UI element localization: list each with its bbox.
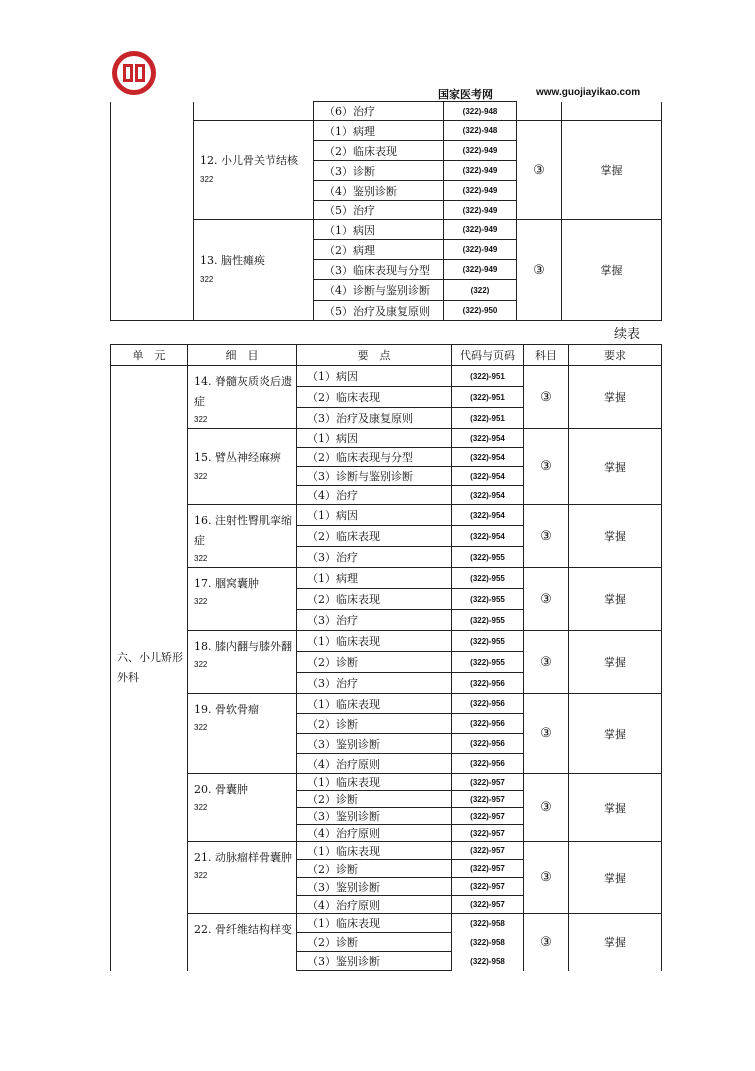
code-cell: (322)-957 [452,791,524,808]
point-cell: （4）治疗原则 [297,754,452,774]
subject-cell: ③ [524,842,569,914]
unit-cell: 六、小儿矫形外科 [111,366,188,971]
item-cell [188,694,297,774]
item-num: 322 [194,554,208,563]
point-cell: （1）病因 [297,505,452,526]
point-cell: （1）病因 [297,429,452,448]
item-cell [188,774,297,842]
item-title: 20. 骨囊肿 [194,783,248,796]
code-cell: (322)-955 [452,589,524,610]
subject-cell: ③ [524,429,569,505]
point-cell: （2）临床表现 [297,387,452,408]
top-table [110,101,662,321]
point-cell: （1）临床表现 [297,631,452,652]
point-cell: （3）鉴别诊断 [297,878,452,896]
code-cell: (322)-956 [452,714,524,734]
code-cell: (322)-955 [452,568,524,589]
item-cell [194,121,314,220]
code-cell: (322)-957 [452,842,524,860]
item-cell [194,220,314,321]
code-cell: (322)-955 [452,631,524,652]
point-cell: （1）临床表现 [297,774,452,791]
code-cell: (322)-948 [444,102,517,121]
code-cell: (322)-948 [444,121,517,141]
subject-cell: ③ [524,774,569,842]
point-cell: （4）治疗 [297,486,452,505]
point-cell: （5）治疗 [314,201,444,220]
point-cell: （4）治疗原则 [297,896,452,914]
item-cell [188,366,297,429]
subject-cell: ③ [517,121,562,220]
code-cell: (322)-950 [444,301,517,321]
point-cell: （2）临床表现与分型 [297,448,452,467]
point-cell: （3）鉴别诊断 [297,952,452,971]
code-cell: (322)-951 [452,366,524,387]
requirement-cell: 掌握 [569,914,662,971]
main-table [110,344,662,971]
code-cell: (322)-957 [452,860,524,878]
header-unit: 单 元 [111,345,188,366]
point-cell: （6）治疗 [314,102,444,121]
point-cell: （1）临床表现 [297,694,452,714]
subject-cell: ③ [524,505,569,568]
code-cell: (322) [444,280,517,301]
code-cell: (322)-957 [452,878,524,896]
item-cell [188,842,297,914]
point-cell: （3）治疗及康复原则 [297,408,452,429]
site-url: www.guojiayikao.com [536,87,641,98]
point-cell: （2）诊断 [297,933,452,952]
item-cell [188,505,297,568]
point-cell: （2）临床表现 [314,141,444,161]
point-cell: （3）治疗 [297,547,452,568]
subject-cell: ③ [524,914,569,971]
code-cell: (322)-949 [444,260,517,280]
item-cell [188,568,297,631]
code-cell: (322)-956 [452,694,524,714]
requirement-cell: 掌握 [562,220,662,321]
item-title: 14. 脊髓灰质炎后遗症 [194,375,292,408]
item-title: 17. 腘窝囊肿 [194,577,259,590]
continued-label: 续表 [614,327,641,342]
code-cell: (322)-958 [452,952,524,971]
requirement-cell: 掌握 [569,568,662,631]
code-cell: (322)-949 [444,201,517,220]
point-cell: （3）鉴别诊断 [297,808,452,825]
item-num: 322 [194,803,208,812]
code-cell: (322)-956 [452,673,524,694]
header-requirement: 要求 [569,345,662,366]
header-point: 要 点 [297,345,452,366]
item-num: 322 [194,415,208,424]
code-cell: (322)-958 [452,933,524,952]
code-cell: (322)-955 [452,610,524,631]
point-cell: （5）治疗及康复原则 [314,301,444,321]
point-cell: （1）临床表现 [297,914,452,933]
item-num: 322 [200,275,214,284]
item-title: 22. 骨纤维结构样变 [194,923,292,936]
point-cell: （2）诊断 [297,791,452,808]
code-cell: (322)-954 [452,486,524,505]
requirement-cell: 掌握 [569,694,662,774]
point-cell: （3）诊断 [314,161,444,181]
point-cell: （2）病理 [314,240,444,260]
code-cell: (322)-954 [452,526,524,547]
code-cell: (322)-954 [452,429,524,448]
requirement-cell: 掌握 [569,505,662,568]
item-cell [188,631,297,694]
code-cell: (322)-949 [444,161,517,181]
item-title: 12. 小儿骨关节结核 [200,154,298,167]
item-num: 322 [194,597,208,606]
code-cell: (322)-949 [444,141,517,161]
subject-cell: ③ [524,366,569,429]
subject-cell: ③ [524,568,569,631]
point-cell: （3）诊断与鉴别诊断 [297,467,452,486]
code-cell: (322)-954 [452,467,524,486]
requirement-cell: 掌握 [569,366,662,429]
point-cell: （2）诊断 [297,860,452,878]
code-cell: (322)-955 [452,652,524,673]
code-cell: (322)-951 [452,387,524,408]
item-num: 322 [200,175,214,184]
point-cell: （4）诊断与鉴别诊断 [314,280,444,301]
item-num: 322 [194,871,208,880]
code-cell: (322)-949 [444,181,517,201]
requirement-cell: 掌握 [569,631,662,694]
code-cell: (322)-956 [452,734,524,754]
subject-cell: ③ [524,631,569,694]
requirement-cell: 掌握 [562,121,662,220]
point-cell: （3）鉴别诊断 [297,734,452,754]
header-item: 细 目 [188,345,297,366]
code-cell: (322)-949 [444,220,517,240]
point-cell: （2）诊断 [297,714,452,734]
code-cell: (322)-957 [452,825,524,842]
code-cell: (322)-954 [452,505,524,526]
unit-cell-top [111,102,194,321]
code-cell: (322)-949 [444,240,517,260]
point-cell: （3）治疗 [297,673,452,694]
requirement-cell: 掌握 [569,429,662,505]
requirement-cell: 掌握 [569,774,662,842]
point-cell: （3）临床表现与分型 [314,260,444,280]
point-cell: （3）治疗 [297,610,452,631]
point-cell: （4）鉴别诊断 [314,181,444,201]
point-cell: （4）治疗原则 [297,825,452,842]
header-subject: 科目 [524,345,569,366]
item-num: 322 [194,660,208,669]
item-title: 18. 膝内翻与膝外翻 [194,640,292,653]
item-title: 15. 臂丛神经麻痹 [194,450,281,464]
point-cell: （2）诊断 [297,652,452,673]
item-cell [188,914,297,971]
item-cell [188,429,297,505]
site-name: 国家医考网 [438,88,493,101]
point-cell: （1）病因 [314,220,444,240]
item-title: 16. 注射性臀肌挛缩症 [194,514,292,547]
code-cell: (322)-957 [452,808,524,825]
item-num: 322 [194,723,208,732]
header-code: 代码与页码 [452,345,524,366]
subject-cell: ③ [524,694,569,774]
subject-cell: ③ [517,220,562,321]
point-cell: （1）病理 [297,568,452,589]
code-cell: (322)-958 [452,914,524,933]
item-title: 21. 动脉瘤样骨囊肿 [194,851,292,864]
eq-logo-icon [111,50,157,96]
point-cell: （2）临床表现 [297,526,452,547]
code-cell: (322)-954 [452,448,524,467]
code-cell: (322)-957 [452,896,524,914]
point-cell: （1）病因 [297,366,452,387]
item-title: 13. 脑性瘫痪 [200,254,265,267]
point-cell: （2）临床表现 [297,589,452,610]
item-title: 19. 骨软骨瘤 [194,703,259,716]
code-cell: (322)-957 [452,774,524,791]
code-cell: (322)-951 [452,408,524,429]
requirement-cell: 掌握 [569,842,662,914]
point-cell: （1）临床表现 [297,842,452,860]
item-num: 322 [194,471,208,481]
code-cell: (322)-955 [452,547,524,568]
point-cell: （1）病理 [314,121,444,141]
code-cell: (322)-956 [452,754,524,774]
